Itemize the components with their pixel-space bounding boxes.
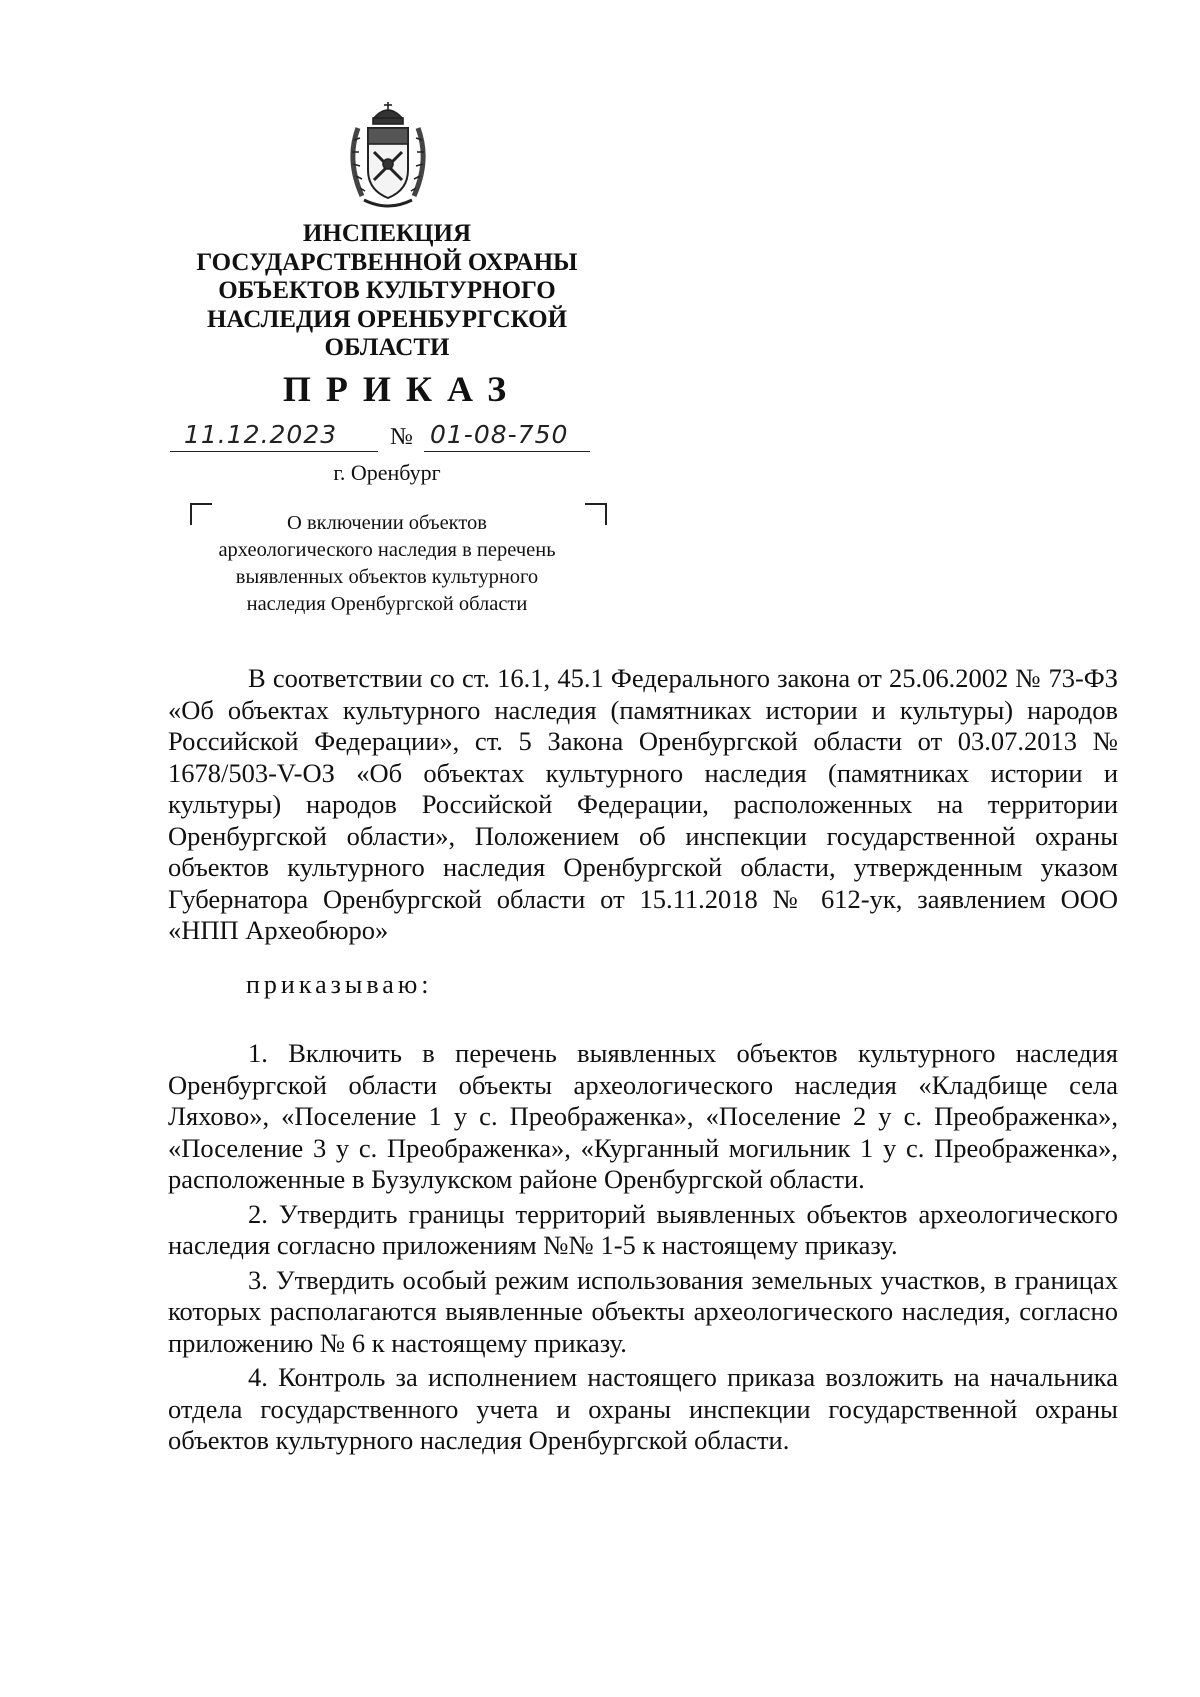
order-item: 4. Контроль за исполнением настоящего приказа возложить на начальника отдела государственного учета и охраны инспекции государственной охраны объектов культурного наследия Оренбургской области. [168,1362,1118,1455]
document-type-title: ПРИКАЗ [282,369,522,409]
subject-line: наследия Оренбургской области [246,593,528,615]
document-subject [175,510,599,618]
coat-of-arms-icon [344,100,432,212]
order-item: 3. Утвердить особый режим использования земельных участков, в границах которых располагаются выявленные объекты археологического наследия, согласно приложению № 6 к настоящему приказу. [168,1264,1118,1358]
date-number-line [170,420,590,456]
organization-line: ОБЪЕКТОВ КУЛЬТУРНОГО [218,277,556,304]
handwritten-number: 01-08-750 [430,420,569,449]
decree-word: приказываю: [246,970,433,999]
issuing-organization [150,220,624,363]
order-item: 1. Включить в перечень выявленных объектов культурного наследия Оренбургской области объекты археологического наследия «Кладбище села Ляхово», «Поселение 1 у с. Преображенка», «Поселение 2 у с. Преображенка», «Поселение 3 у с. Преображенка», «Курганный могильник 1 у с. Преображенка», расположенные в Бузулукском районе Оренбургской области. [168,1038,1118,1194]
organization-line: ГОСУДАРСТВЕННОЙ ОХРАНЫ [196,248,578,276]
organization-line: ОБЛАСТИ [324,334,450,361]
subject-line: О включении объектов [287,512,487,534]
subject-line: археологического наследия в перечень [218,539,556,561]
preamble [168,663,1118,947]
number-sign: № [390,424,413,450]
city: г. Оренбург [333,460,441,485]
order-items [168,1038,1118,1460]
date-underline [170,451,378,452]
number-underline [424,451,590,452]
preamble-paragraph: В соответствии со ст. 16.1, 45.1 Федерального закона от 25.06.2002 № 73-ФЗ «Об объектах культурного наследия (памятниках истории и культуры) народов Российской Федерации», ст. 5 Закона Оренбургской области от 03.07.2013 № 1678/503-V-ОЗ «Об объектах культурного наследия (памятниках истории и культуры) народов Российской Федерации, расположенных на территории Оренбургской области», Положением об инспекции государственной охраны объектов культурного наследия Оренбургской области, утвержденным указом Губернатора Оренбургской области от 15.11.2018 № 612-ук, заявлением ООО «НПП Археобюро» [168,663,1118,945]
organization-line: НАСЛЕДИЯ ОРЕНБУРГСКОЙ [206,305,568,333]
subject-line: выявленных объектов культурного [235,566,539,588]
organization-line: ИНСПЕКЦИЯ [302,220,472,247]
handwritten-date: 11.12.2023 [184,420,338,449]
order-item: 2. Утвердить границы территорий выявленных объектов археологического наследия согласно приложениям №№ 1-5 к настоящему приказу. [168,1198,1118,1260]
